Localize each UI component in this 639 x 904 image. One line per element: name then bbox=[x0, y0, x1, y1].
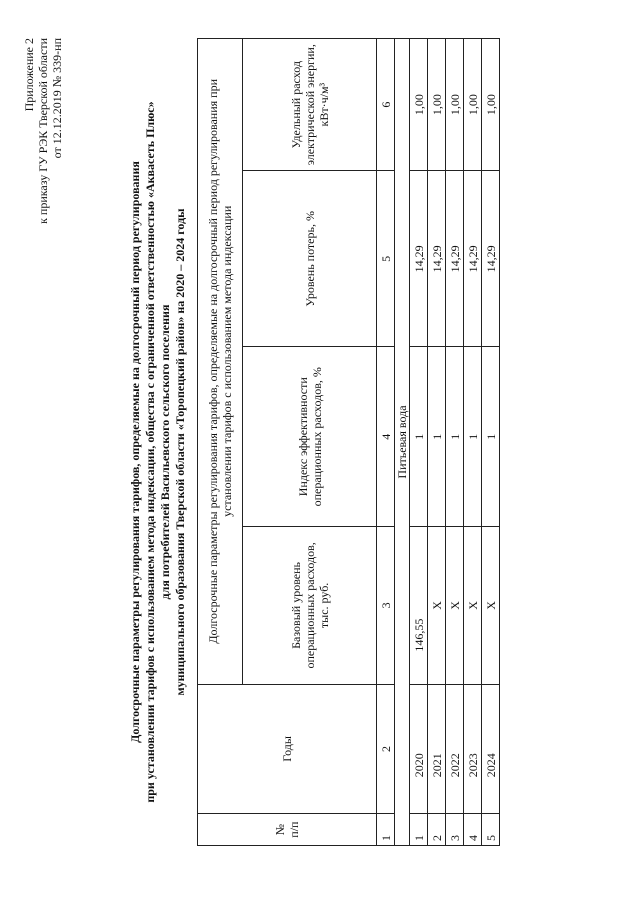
col-number: 6 bbox=[377, 39, 395, 171]
cell-base: 146,55 bbox=[410, 527, 428, 684]
cell-base: X bbox=[446, 527, 464, 684]
cell-year: 2020 bbox=[410, 684, 428, 814]
cell-index: 1 bbox=[446, 347, 464, 527]
cell-loss: 14,29 bbox=[482, 171, 500, 347]
cell-energy: 1,00 bbox=[482, 39, 500, 171]
cell-loss: 14,29 bbox=[428, 171, 446, 347]
cell-loss: 14,29 bbox=[464, 171, 482, 347]
cell-energy: 1,00 bbox=[446, 39, 464, 171]
header-num: № п/п bbox=[198, 814, 377, 846]
cell-index: 1 bbox=[482, 347, 500, 527]
cell-base: X bbox=[482, 527, 500, 684]
cell-num: 3 bbox=[446, 814, 464, 846]
cell-num: 2 bbox=[428, 814, 446, 846]
col-number: 1 bbox=[377, 814, 395, 846]
appendix-note bbox=[22, 38, 64, 238]
header-row-group bbox=[198, 39, 243, 846]
header-year: Годы bbox=[198, 684, 377, 814]
cell-num: 4 bbox=[464, 814, 482, 846]
table-row bbox=[428, 39, 446, 846]
appendix-line-3: от 12.12.2019 № 339-нп bbox=[50, 38, 64, 159]
header-base: Базовый уровень операционных расходов, тыс. руб. bbox=[243, 527, 377, 684]
header-energy: Удельный расход электрической энергии, кВт·ч/м³ bbox=[243, 39, 377, 171]
cell-loss: 14,29 bbox=[446, 171, 464, 347]
title-line-3: для потребителей Васильевского сельского поселения bbox=[158, 304, 172, 600]
section-title: Питьевая вода bbox=[395, 39, 410, 846]
header-index: Индекс эффективности операционных расходов, % bbox=[243, 347, 377, 527]
cell-index: 1 bbox=[428, 347, 446, 527]
header-loss: Уровень потерь, % bbox=[243, 171, 377, 347]
cell-num: 1 bbox=[410, 814, 428, 846]
cell-energy: 1,00 bbox=[428, 39, 446, 171]
col-number: 4 bbox=[377, 347, 395, 527]
cell-base: X bbox=[428, 527, 446, 684]
table-row bbox=[410, 39, 428, 846]
col-number: 5 bbox=[377, 171, 395, 347]
header-group: Долгосрочные параметры регулирования тарифов, определяемые на долгосрочный период регулирования при установлении тарифов с использованием метода индексации bbox=[198, 39, 243, 685]
cell-year: 2022 bbox=[446, 684, 464, 814]
table-row bbox=[464, 39, 482, 846]
column-numbers-row bbox=[377, 39, 395, 846]
title-line-2: при установлении тарифов с использованием метода индексации, общества с ограниченной ответственностью «Аквасеть Плюс» bbox=[143, 101, 157, 803]
cell-year: 2024 bbox=[482, 684, 500, 814]
cell-year: 2021 bbox=[428, 684, 446, 814]
col-number: 3 bbox=[377, 527, 395, 684]
cell-index: 1 bbox=[410, 347, 428, 527]
appendix-line-2: к приказу ГУ РЭК Тверской области bbox=[36, 38, 50, 224]
cell-index: 1 bbox=[464, 347, 482, 527]
table-row bbox=[446, 39, 464, 846]
document-title bbox=[128, 0, 188, 904]
appendix-line-1: Приложение 2 bbox=[22, 38, 36, 112]
parameters-table bbox=[197, 38, 500, 846]
cell-energy: 1,00 bbox=[410, 39, 428, 171]
cell-num: 5 bbox=[482, 814, 500, 846]
cell-base: X bbox=[464, 527, 482, 684]
cell-energy: 1,00 bbox=[464, 39, 482, 171]
table-row bbox=[482, 39, 500, 846]
title-line-4: муниципального образования Тверской области «Торопецкий район» на 2020 – 2024 годы bbox=[173, 208, 187, 696]
section-row bbox=[395, 39, 410, 846]
title-line-1: Долгосрочные параметры регулирования тарифов, определяемые на долгосрочный период регулирования bbox=[128, 161, 142, 743]
cell-year: 2023 bbox=[464, 684, 482, 814]
col-number: 2 bbox=[377, 684, 395, 814]
cell-loss: 14,29 bbox=[410, 171, 428, 347]
